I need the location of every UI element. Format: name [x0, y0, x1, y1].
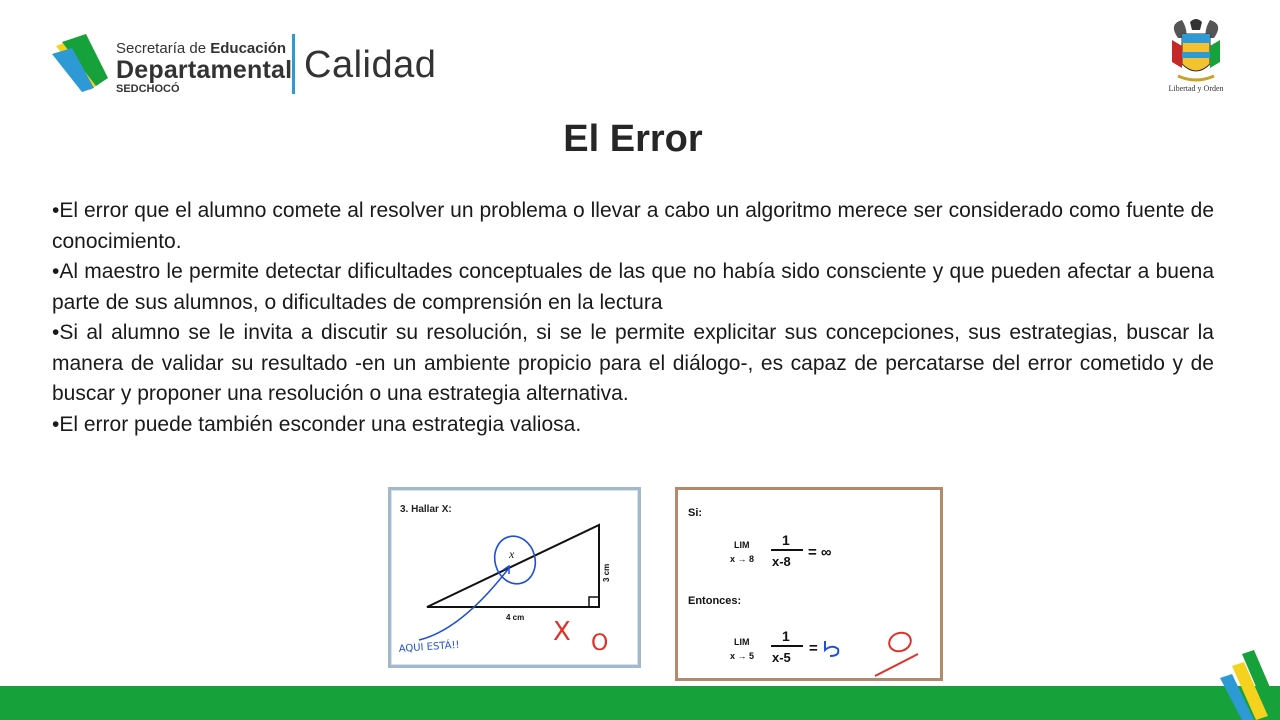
- triangle-shape: [427, 525, 599, 607]
- red-x-mark: X: [553, 617, 571, 647]
- fraction1-den: x-8: [772, 554, 791, 569]
- red-o-mark-2: [887, 630, 914, 654]
- secretaria-logo-mark-icon: [52, 32, 114, 94]
- logo-calidad: Calidad: [304, 44, 437, 86]
- footer-logo-mark-icon: [1212, 650, 1280, 720]
- bullet-item: •El error que el alumno comete al resolver un problema o llevar a cabo un algoritmo merece ser considerado como fuente de conocimiento.: [52, 199, 1214, 253]
- limit-problem-image: [675, 487, 943, 681]
- circled-hypotenuse: [489, 532, 540, 589]
- logo-line3: SEDCHOCÓ: [116, 83, 180, 95]
- footer-bar: [0, 686, 1280, 720]
- bullet-item: •Si al alumno se le invita a discutir su resolución, si se le permite explicitar sus concepciones, sus estrategias, buscar la manera de validar su resultado -en un ambiente propicio para el diálogo-, es capaz de percatarse del error cometido y de buscar y proponer una resolución o una estrategia alternativa.: [52, 321, 1214, 405]
- fraction1-num: 1: [782, 532, 790, 548]
- bullet-list: [52, 196, 1214, 440]
- result1: = ∞: [808, 544, 832, 561]
- logo-line1-a: Secretaría de: [116, 40, 207, 57]
- equals2: =: [809, 640, 818, 657]
- bullet-item: •Al maestro le permite detectar dificultades conceptuales de las que no había sido consciente y que pueden afectar a buena parte de sus alumnos, o dificultades de comprensión en la lectura: [52, 260, 1214, 314]
- red-slash-mark: [875, 654, 918, 676]
- x-label: x: [509, 547, 515, 561]
- logo-line1-b: Educación: [210, 40, 287, 57]
- handwritten-note: AQUI ESTÁ!!: [398, 639, 460, 655]
- logo-line2: Departamental: [116, 56, 293, 84]
- bullet-item: •El error puede también esconder una estrategia valiosa.: [52, 412, 582, 436]
- right-angle-mark: [589, 597, 599, 607]
- triangle-heading: 3. Hallar X:: [400, 504, 452, 515]
- base-label: 4 cm: [506, 613, 525, 622]
- secretaria-logo: [52, 30, 452, 102]
- fraction2-den: x-5: [772, 650, 791, 665]
- lim1-sub: x → 8: [730, 554, 755, 564]
- handwritten-five: [825, 641, 838, 656]
- fraction2-num: 1: [782, 628, 790, 644]
- red-o-mark: O: [591, 631, 609, 656]
- side-label: 3 cm: [602, 563, 611, 582]
- crest-motto: Libertad y Orden: [1168, 84, 1224, 93]
- page-title: El Error: [563, 118, 703, 160]
- lim2-sub: x → 5: [730, 651, 755, 661]
- lim2-label: LIM: [734, 637, 750, 647]
- logo-divider: [292, 34, 295, 94]
- lim1-label: LIM: [734, 540, 750, 550]
- entonces-label: Entonces:: [688, 595, 742, 607]
- si-label: Si:: [688, 507, 703, 519]
- triangle-problem-image: [388, 487, 641, 668]
